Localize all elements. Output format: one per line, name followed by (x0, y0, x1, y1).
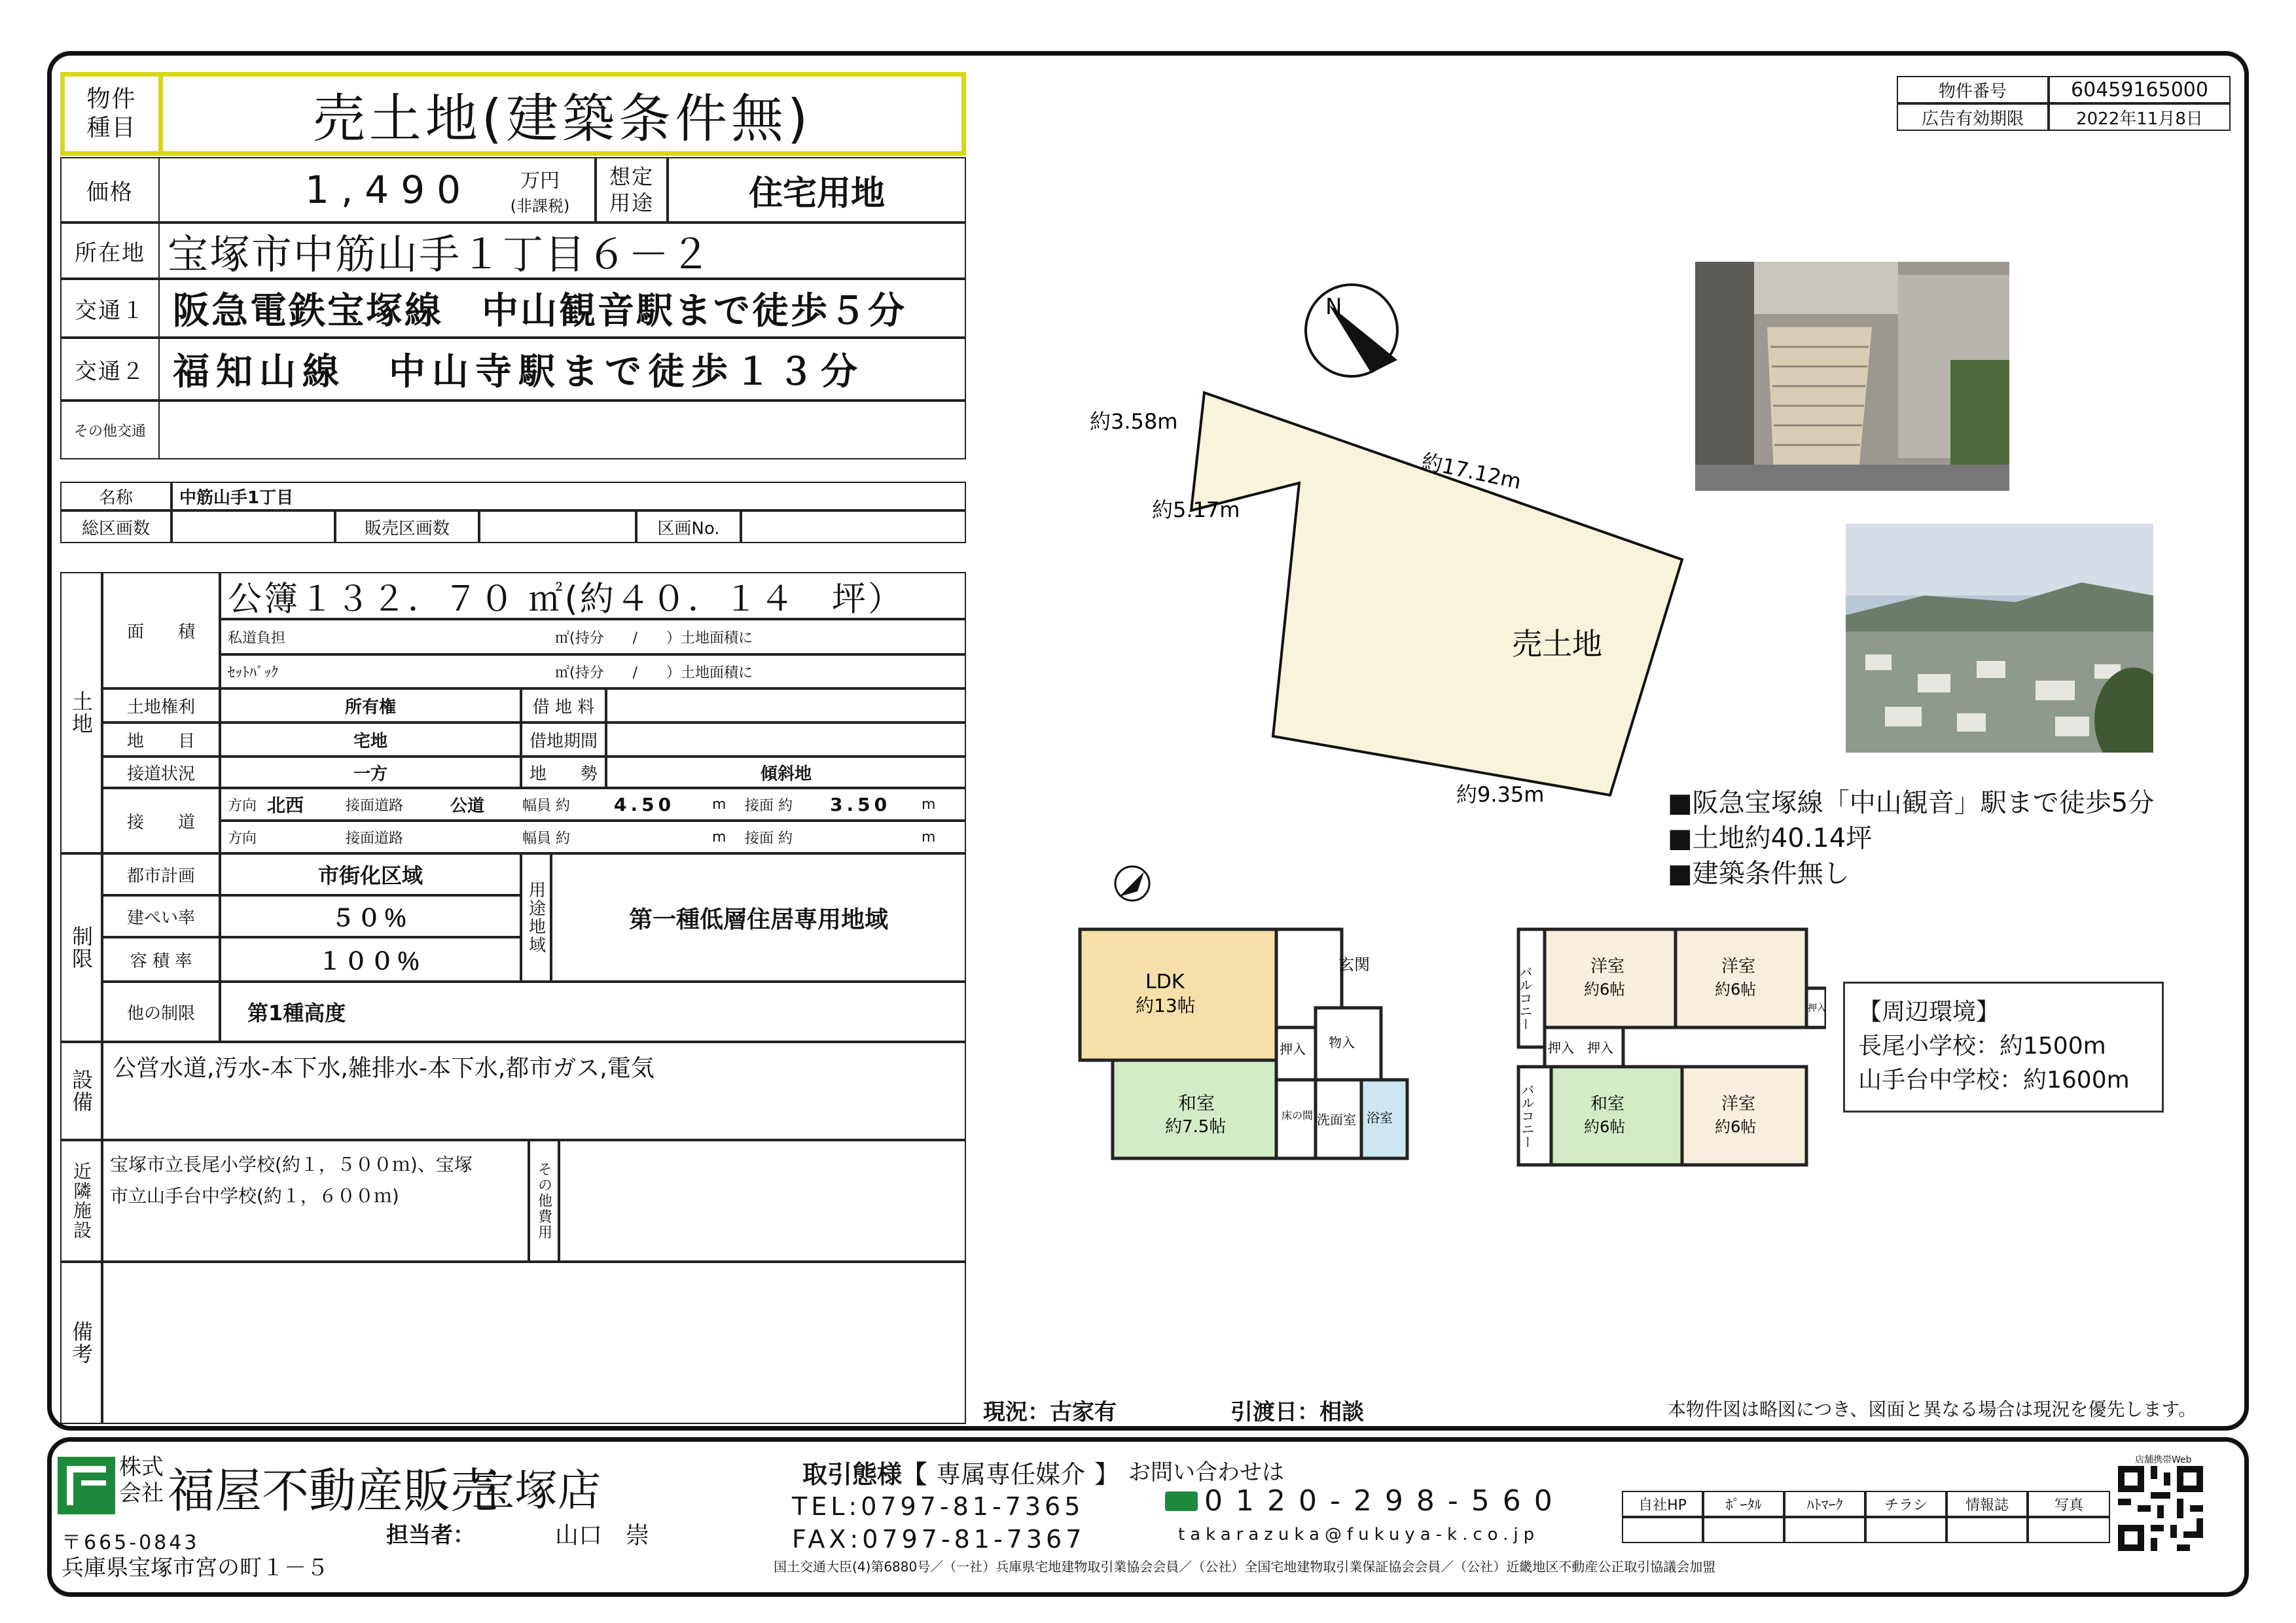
road1-row (220, 788, 966, 821)
coverage-value: ５０％ (220, 895, 521, 937)
price-value: 1,490 (158, 157, 486, 223)
road2-front-label: 接面 約 (745, 830, 793, 847)
lease-term-label: 借地期間 (521, 722, 606, 757)
road1-width: 4.50 (614, 793, 675, 815)
highlight-condition: ■建築条件無し (1668, 859, 1850, 889)
road2-dir-label: 方向 (228, 830, 257, 847)
setback-row (220, 654, 966, 688)
other-restriction-label: 他の制限 (102, 982, 220, 1042)
terrain-label: 地 勢 (521, 757, 606, 788)
rights-value: 所有権 (220, 688, 521, 722)
rights-label: 土地権利 (102, 688, 220, 722)
price-label: 価格 (60, 157, 160, 223)
status-current: 現況：古家有 (983, 1399, 1117, 1425)
remarks-label: 備考 (60, 1262, 102, 1424)
north-compass (1306, 285, 1397, 376)
ldk-size: 約13帖 (1136, 995, 1196, 1016)
genkan-label: 玄関 (1338, 955, 1370, 974)
road2-type-label: 接面道路 (346, 830, 404, 847)
plot-diagram (1073, 262, 1715, 825)
lot-no-value (741, 510, 966, 543)
land-section-label: 土地 (60, 572, 102, 853)
company-logo (58, 1457, 115, 1514)
ad-valid-value: 2022年11月8日 (2049, 103, 2231, 131)
far-value: １００％ (220, 937, 521, 982)
disclaimer: 本物件図は略図につき、図面と異なる場合は現況を優先します。 (1668, 1399, 2197, 1420)
remarks-value (102, 1262, 966, 1424)
highlight-area: ■土地約40.14坪 (1668, 823, 1873, 853)
washitsu1-label: 和室 (1178, 1092, 1215, 1114)
media-magazine: 情報誌 (1946, 1491, 2028, 1517)
use-label: 想定用途 (596, 157, 668, 223)
setback-label: ｾｯﾄﾊﾞｯｸ (228, 664, 279, 681)
tel[interactable]: TEL:0797-81-7365 (792, 1492, 1085, 1521)
address-value: 宝塚市中筋山手１丁目６－２ (158, 223, 966, 279)
lot-total-value (171, 510, 335, 543)
property-type-value: 売土地(建築条件無) (158, 72, 966, 156)
price-unit-box (486, 157, 596, 223)
qr-label: 店舗携帯Web (2135, 1455, 2192, 1465)
dim-bottom: 約9.35m (1456, 782, 1545, 807)
lot-sale-value (479, 510, 636, 543)
fax: FAX:0797-81-7367 (792, 1525, 1086, 1554)
road-label: 接 道 (102, 788, 220, 853)
setback-unit: ㎡(持分 / ）土地面積に (555, 664, 753, 681)
road1-type-label: 接面道路 (346, 797, 404, 814)
washroom-label: 洗面室 (1317, 1112, 1356, 1128)
road1-unit: m (712, 796, 726, 813)
oshiire-label-2f-b: 押入 (1587, 1040, 1613, 1056)
oshiire-label-2f-c: 押入 (1808, 1003, 1826, 1014)
road1-unit2: m (922, 796, 936, 813)
media-flyer: チラシ (1865, 1491, 1946, 1517)
road1-dir: 北西 (267, 794, 304, 816)
lot-sale-label: 販売区画数 (335, 510, 479, 543)
company-address: 兵庫県宝塚市宮の町１－５ (62, 1555, 329, 1581)
yoshitsu2-label: 洋室 (1721, 957, 1756, 976)
facilities-value: 公営水道,汚水-本下水,雑排水-本下水,都市ガス,電気 (102, 1042, 966, 1140)
yoshitsu3-size: 約6帖 (1715, 1118, 1757, 1136)
restrictions-section-label: 制限 (60, 853, 102, 1042)
storage-label-1f: 物入 (1329, 1035, 1355, 1050)
freedial-row (1165, 1484, 1566, 1518)
road1-dir-label: 方向 (228, 797, 257, 814)
nearby-label: 近隣施設 (60, 1140, 102, 1262)
media-cell (2028, 1517, 2110, 1543)
lot-name-value: 中筋山手1丁目 (171, 482, 966, 510)
zone-value: 第一種低層住居専用地域 (551, 853, 966, 982)
media-hatomark: ﾊﾄﾏｰｸ (1784, 1491, 1865, 1517)
media-portal: ﾎﾟｰﾀﾙ (1703, 1491, 1784, 1517)
property-no-label: 物件番号 (1897, 76, 2049, 103)
lot-total-label: 総区画数 (60, 510, 171, 543)
freedial-number[interactable]: 0120-298-560 (1204, 1484, 1566, 1518)
road2-unit: m (712, 829, 726, 846)
environment-title: 【周辺環境】 (1858, 999, 2000, 1026)
city-plan-value: 市街化区域 (220, 853, 521, 895)
address-label: 所在地 (60, 223, 160, 279)
washitsu1-size: 約7.5帖 (1165, 1117, 1227, 1137)
license: 国土交通大臣(4)第6880号／（一社）兵庫県宅地建物取引業協会会員／（公社）全国宅地建物取引業保証協会会員／（公社）近畿地区不動産公正取引協議会加盟 (774, 1559, 1716, 1575)
transit2-label: 交通２ (60, 338, 160, 401)
transit1-label: 交通１ (60, 279, 160, 338)
deal-close: 】 (1094, 1460, 1120, 1489)
private-road-unit: ㎡(持分 / ）土地面積に (555, 630, 753, 647)
lease-fee-value (606, 688, 966, 722)
small-compass (1115, 866, 1149, 901)
environment-item-school1: 長尾小学校：約1500m (1858, 1033, 2106, 1060)
nearby-line2: 市立山手台中学校(約１，６００ｍ) (110, 1185, 399, 1207)
category-label: 地 目 (102, 722, 220, 757)
media-cell (1622, 1517, 1703, 1543)
area-label: 面 積 (102, 572, 220, 688)
north-label: N (1325, 294, 1342, 320)
balcony-label-2: バルコニー (1519, 1083, 1535, 1149)
nearby-box (102, 1140, 529, 1262)
staff-label: 担当者： (386, 1522, 475, 1548)
private-road-row (220, 619, 966, 654)
road2-unit2: m (922, 829, 936, 846)
tokonoma-label: 床の間 (1282, 1109, 1314, 1122)
lease-fee-label: 借 地 料 (521, 688, 606, 722)
road1-front-label: 接面 約 (745, 797, 793, 814)
company-zip: 〒665-0843 (62, 1531, 200, 1554)
lot-no-label: 区画No. (636, 510, 741, 543)
contact-label: お問い合わせは (1128, 1459, 1285, 1486)
price-tax: (非課税) (510, 196, 570, 215)
road2-row (220, 821, 966, 853)
highlight-station: ■阪急宝塚線「中山観音」駅まで徒歩5分 (1668, 788, 2155, 818)
access-value: 一方 (220, 757, 521, 788)
price-unit: 万円 (520, 169, 560, 192)
road1-width-label: 幅員 約 (522, 797, 570, 814)
site-photo (1695, 262, 2009, 491)
company-branch: 宝塚店 (471, 1465, 601, 1516)
yoshitsu1-label: 洋室 (1590, 957, 1625, 976)
area-value: 公簿１３２．７０ ㎡(約４０．１４ 坪） (220, 572, 966, 619)
use-value: 住宅用地 (668, 157, 966, 223)
company-prefix: 株式会社 (119, 1454, 164, 1507)
road1-front: 3.50 (830, 793, 891, 815)
transit2-value: 福知山線 中山寺駅まで徒歩１３分 (158, 338, 966, 401)
road2-width-label: 幅員 約 (522, 830, 570, 847)
media-cell (1703, 1517, 1784, 1543)
property-type-label: 物件種目 (60, 72, 158, 156)
dim-top-left: 約3.58m (1090, 409, 1178, 434)
property-no-value: 60459165000 (2049, 76, 2231, 103)
far-label: 容 積 率 (102, 937, 220, 982)
oshiire-label-1f: 押入 (1280, 1041, 1306, 1057)
yoshitsu3-label: 洋室 (1721, 1094, 1756, 1114)
road1-type: 公道 (450, 796, 485, 816)
media-hp: 自社HP (1622, 1491, 1703, 1517)
yoshitsu2-size: 約6帖 (1715, 980, 1757, 999)
zone-label: 用途地域 (521, 853, 551, 982)
facilities-label: 設備 (60, 1042, 102, 1140)
environment-box (1843, 982, 2164, 1113)
bath-label: 浴室 (1367, 1110, 1393, 1126)
other-cost-label: その他費用 (529, 1140, 559, 1262)
transit1-value: 阪急電鉄宝塚線 中山観音駅まで徒歩５分 (158, 279, 966, 338)
media-table (1622, 1491, 2110, 1543)
dim-top: 約17.12m (1419, 448, 1524, 495)
coverage-label: 建ぺい率 (102, 895, 220, 937)
environment-item-school2: 山手台中学校：約1600m (1858, 1067, 2130, 1094)
status-handover: 引渡日：相談 (1230, 1399, 1364, 1425)
company-name: 福屋不動産販売 (168, 1463, 498, 1518)
lease-term-value (606, 722, 966, 757)
yoshitsu1-size: 約6帖 (1584, 980, 1626, 999)
view-photo (1846, 524, 2153, 753)
ad-valid-label: 広告有効期限 (1897, 103, 2049, 131)
floorplan (1073, 857, 1826, 1178)
washitsu2-label: 和室 (1590, 1094, 1625, 1114)
media-photo: 写真 (2028, 1491, 2110, 1517)
deal-type: 専属専任媒介 (936, 1460, 1086, 1489)
dim-left: 約5.17m (1152, 497, 1240, 522)
plot-label: 売土地 (1512, 626, 1602, 662)
email[interactable]: takarazuka@fukuya-k.co.jp (1178, 1525, 1540, 1544)
access-label: 接道状況 (102, 757, 220, 788)
nearby-line1: 宝塚市立長尾小学校(約１，５００ｍ)、宝塚 (110, 1154, 473, 1175)
balcony-label-1: バルコニー (1517, 965, 1533, 1031)
other-cost-value (559, 1140, 966, 1262)
ldk-label: LDK (1145, 971, 1185, 993)
freedial-icon (1165, 1491, 1198, 1511)
washitsu2-size: 約6帖 (1584, 1118, 1626, 1136)
transit-other-value (158, 401, 966, 459)
terrain-value: 傾斜地 (606, 757, 966, 788)
media-cell (1865, 1517, 1946, 1543)
media-cell (1784, 1517, 1865, 1543)
oshiire-label-2f-a: 押入 (1548, 1040, 1574, 1056)
transit-other-label: その他交通 (60, 401, 160, 459)
qr-code-icon[interactable] (2118, 1466, 2203, 1551)
deal-label: 取引態様【 (802, 1460, 927, 1489)
lot-name-label: 名称 (60, 482, 171, 510)
category-value: 宅地 (220, 722, 521, 757)
media-cell (1946, 1517, 2028, 1543)
private-road-label: 私道負担 (228, 630, 286, 647)
city-plan-label: 都市計画 (102, 853, 220, 895)
other-restriction-value: 第1種高度 (220, 982, 966, 1042)
staff-name: 山口 崇 (555, 1522, 650, 1549)
